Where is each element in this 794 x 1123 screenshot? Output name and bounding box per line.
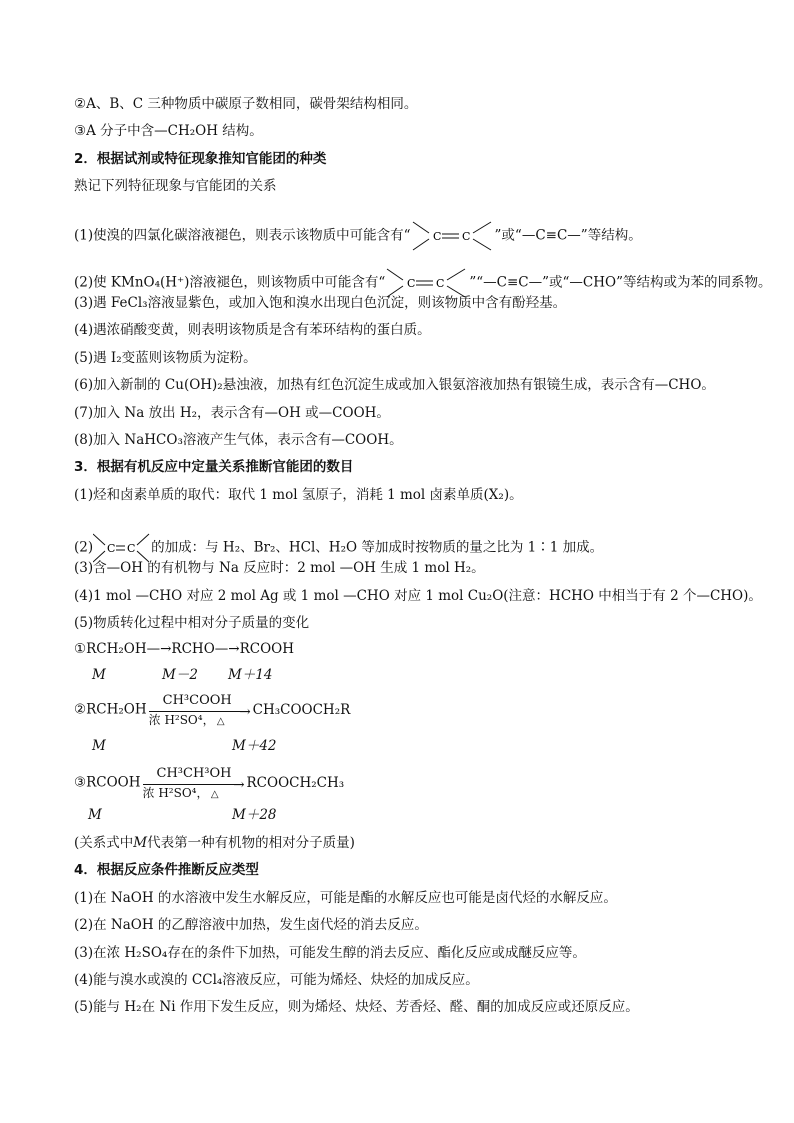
heat-icon: △ (216, 716, 225, 727)
alkene-structure-icon (411, 220, 495, 252)
text-line: (5)物质转化过程中相对分子质量的变化 (74, 615, 310, 631)
mass-label: M (92, 667, 106, 683)
text-line: (5)遇 I₂变蓝则该物质为淀粉。 (74, 350, 257, 366)
reaction-1: ①RCH₂OH—→RCHO—→RCOOH (74, 641, 294, 657)
reaction-3 (74, 765, 344, 801)
text-line: ③A 分子中含—CH₂OH 结构。 (74, 123, 263, 139)
text-line: (1)在 NaOH 的水溶液中发生水解反应，可能是酯的水解反应也可能是卤代烃的水解反应。 (74, 890, 617, 906)
text-line: 熟记下列特征现象与官能团的关系 (74, 178, 277, 194)
mass-label: M (88, 807, 102, 823)
text-line: (3)含—OH 的有机物与 Na 反应时：2 mol —OH 生成 1 mol H₂。 (74, 560, 485, 576)
alkene-carbon-left: C (107, 542, 116, 555)
text-part: 代表第一种有机物的相对分子质量) (147, 835, 355, 851)
text-part: M (133, 835, 148, 851)
alkene-carbon-left: C (432, 230, 441, 243)
mass-label: M＋14 (228, 667, 273, 683)
product: RCOOCH₂CH₃ (246, 774, 345, 791)
text-part: (2)使 KMnO₄(H⁺)溶液褪色，则该物质中可能含有“ (74, 274, 386, 291)
text-part: (2) (74, 539, 94, 556)
text-line: (5)能与 H₂在 Ni 作用下发生反应，则为烯烃、炔烃、芳香烃、醛、酮的加成反应或还原反应。 (74, 999, 639, 1015)
text-line: (4)遇浓硝酸变黄，则表明该物质是含有苯环结构的蛋白质。 (74, 322, 431, 338)
mass-label: M＋42 (232, 738, 277, 754)
arrow-icon: → (239, 704, 251, 720)
section-heading: 4．根据反应条件推断反应类型 (74, 862, 259, 878)
reagent-label: CH³CH³OH (156, 766, 232, 781)
reactant: ③RCOOH (74, 774, 141, 791)
text-line: (2)在 NaOH 的乙醇溶液中加热，发生卤代烃的消去反应。 (74, 917, 428, 933)
mass-label: M＋28 (232, 807, 277, 823)
text-part: ”“—C≡C—”或“—CHO”等结构或为苯的同系物。 (469, 274, 772, 291)
section-heading: 2．根据试剂或特征现象推知官能团的种类 (74, 151, 327, 167)
text-line: (6)加入新制的 Cu(OH)₂悬浊液，加热有红色沉淀生成或加入银氨溶液加热有银镜生成，表示含有—CHO。 (74, 377, 715, 393)
alkene-carbon-right: C (127, 542, 136, 555)
text-line (74, 834, 355, 852)
alkene-carbon-right: C (461, 230, 470, 243)
text-line: ②A、B、C 三种物质中碳原子数相同，碳骨架结构相同。 (74, 96, 418, 112)
reaction-condition (148, 692, 251, 728)
reaction-2 (74, 692, 350, 728)
text-line: (3)遇 FeCl₃溶液显紫色，或加入饱和溴水出现白色沉淀，则该物质中含有酚羟基。 (74, 295, 567, 311)
text-line: (4)1 mol —CHO 对应 2 mol Ag 或 1 mol —CHO 对应 1 mol Cu₂O(注意：HCHO 中相当于有 2 个—CHO)。 (74, 588, 762, 604)
text-part: ”或“—C≡C—”等结构。 (494, 227, 642, 244)
alkene-carbon-right: C (436, 277, 445, 290)
catalyst-label: 浓 H²SO⁴， (142, 786, 209, 800)
text-line: (3)在浓 H₂SO₄存在的条件下加热，可能发生醇的消去反应、酯化反应或成醚反应等。 (74, 945, 586, 961)
text-line: (8)加入 NaHCO₃溶液产生气体，表示含有—COOH。 (74, 432, 403, 448)
mass-label: M－2 (162, 667, 198, 683)
reactant: ②RCH₂OH (74, 701, 147, 718)
text-part: 的加成：与 H₂、Br₂、HCl、H₂O 等加成时按物质的量之比为 1∶1 加成。 (151, 539, 604, 556)
arrow-icon: → (233, 777, 245, 793)
product: CH₃COOCH₂R (252, 701, 351, 718)
heat-icon: △ (210, 789, 219, 800)
catalyst-label: 浓 H²SO⁴， (148, 713, 215, 727)
text-line: (1)烃和卤素单质的取代：取代 1 mol 氢原子，消耗 1 mol 卤素单质(X₂)。 (74, 487, 523, 503)
mass-label: M (92, 738, 106, 754)
text-line: (4)能与溴水或溴的 CCl₄溶液反应，可能为烯烃、炔烃的加成反应。 (74, 972, 479, 988)
section-heading: 3．根据有机反应中定量关系推断官能团的数目 (74, 459, 354, 475)
alkene-carbon-left: C (407, 277, 416, 290)
reagent-label: CH³COOH (162, 693, 232, 708)
text-part: (1)使溴的四氯化碳溶液褪色，则表示该物质中可能含有“ (74, 227, 411, 244)
text-line (74, 220, 642, 252)
reaction-condition (142, 765, 245, 801)
text-line: (7)加入 Na 放出 H₂，表示含有—OH 或—COOH。 (74, 405, 390, 421)
text-part: (关系式中 (74, 835, 134, 851)
